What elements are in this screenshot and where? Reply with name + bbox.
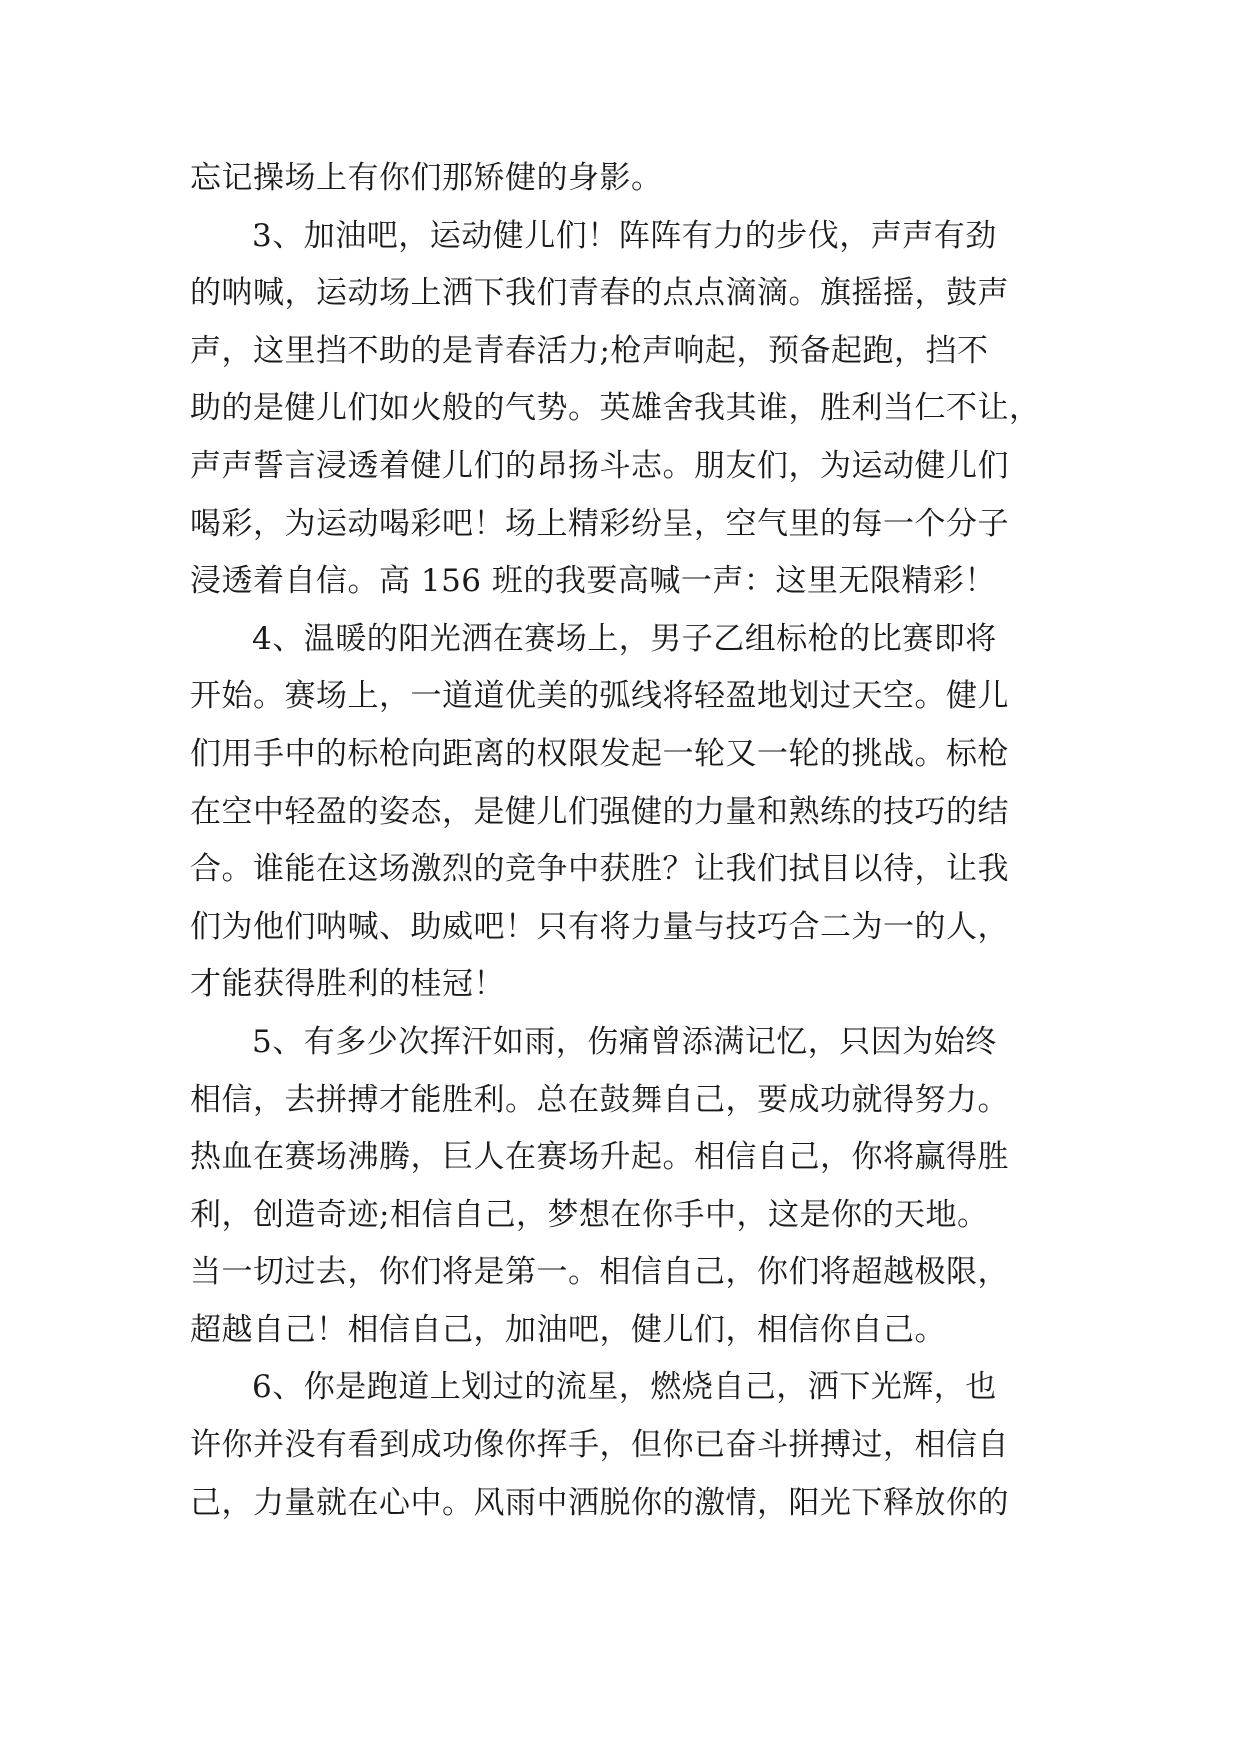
- text-line: 的呐喊，运动场上洒下我们青春的点点滴滴。旗摇摇，鼓声: [190, 275, 1009, 312]
- text-line: 喝彩，为运动喝彩吧！场上精彩纷呈，空气里的每一个分子: [190, 505, 1009, 542]
- text-line: 许你并没有看到成功像你挥手，但你已奋斗拼搏过，相信自: [190, 1427, 1009, 1464]
- text-line: 们用手中的标枪向距离的权限发起一轮又一轮的挑战。标枪: [190, 735, 1009, 772]
- text-line: 在空中轻盈的姿态，是健儿们强健的力量和熟练的技巧的结: [190, 793, 1009, 830]
- text-line: 4、温暖的阳光洒在赛场上，男子乙组标枪的比赛即将: [252, 620, 997, 657]
- text-line: 3、加油吧，运动健儿们！阵阵有力的步伐，声声有劲: [252, 217, 997, 254]
- text-line: 浸透着自信。高 156 班的我要高喊一声：这里无限精彩！: [190, 563, 996, 600]
- text-line: 超越自己！相信自己，加油吧，健儿们，相信你自己。: [190, 1311, 946, 1348]
- text-line: 们为他们呐喊、助威吧！只有将力量与技巧合二为一的人，: [190, 908, 1009, 945]
- text-line: 热血在赛场沸腾，巨人在赛场升起。相信自己，你将赢得胜: [190, 1139, 1009, 1176]
- text-line: 当一切过去，你们将是第一。相信自己，你们将超越极限，: [190, 1254, 1009, 1291]
- text-line: 己，力量就在心中。风雨中洒脱你的激情，阳光下释放你的: [190, 1484, 1009, 1521]
- text-line: 6、你是跑道上划过的流星，燃烧自己，洒下光辉，也: [252, 1369, 997, 1406]
- text-line: 助的是健儿们如火般的气势。英雄舍我其谁，胜利当仁不让，: [190, 390, 1041, 427]
- text-line: 5、有多少次挥汗如雨，伤痛曾添满记忆，只因为始终: [252, 1023, 997, 1060]
- text-line: 声，这里挡不助的是青春活力;枪声响起，预备起跑，挡不: [190, 332, 989, 369]
- text-line: 才能获得胜利的桂冠！: [190, 966, 505, 1003]
- text-line: 利，创造奇迹;相信自己，梦想在你手中，这是你的天地。: [190, 1196, 989, 1233]
- text-line: 合。谁能在这场激烈的竞争中获胜？让我们拭目以待，让我: [190, 851, 1009, 888]
- text-line: 相信，去拼搏才能胜利。总在鼓舞自己，要成功就得努力。: [190, 1081, 1009, 1118]
- text-line: 开始。赛场上，一道道优美的弧线将轻盈地划过天空。健儿: [190, 678, 1009, 715]
- text-line: 声声誓言浸透着健儿们的昂扬斗志。朋友们，为运动健儿们: [190, 447, 1009, 484]
- text-line: 忘记操场上有你们那矫健的身影。: [190, 160, 663, 196]
- body-text: [190, 150, 1070, 1532]
